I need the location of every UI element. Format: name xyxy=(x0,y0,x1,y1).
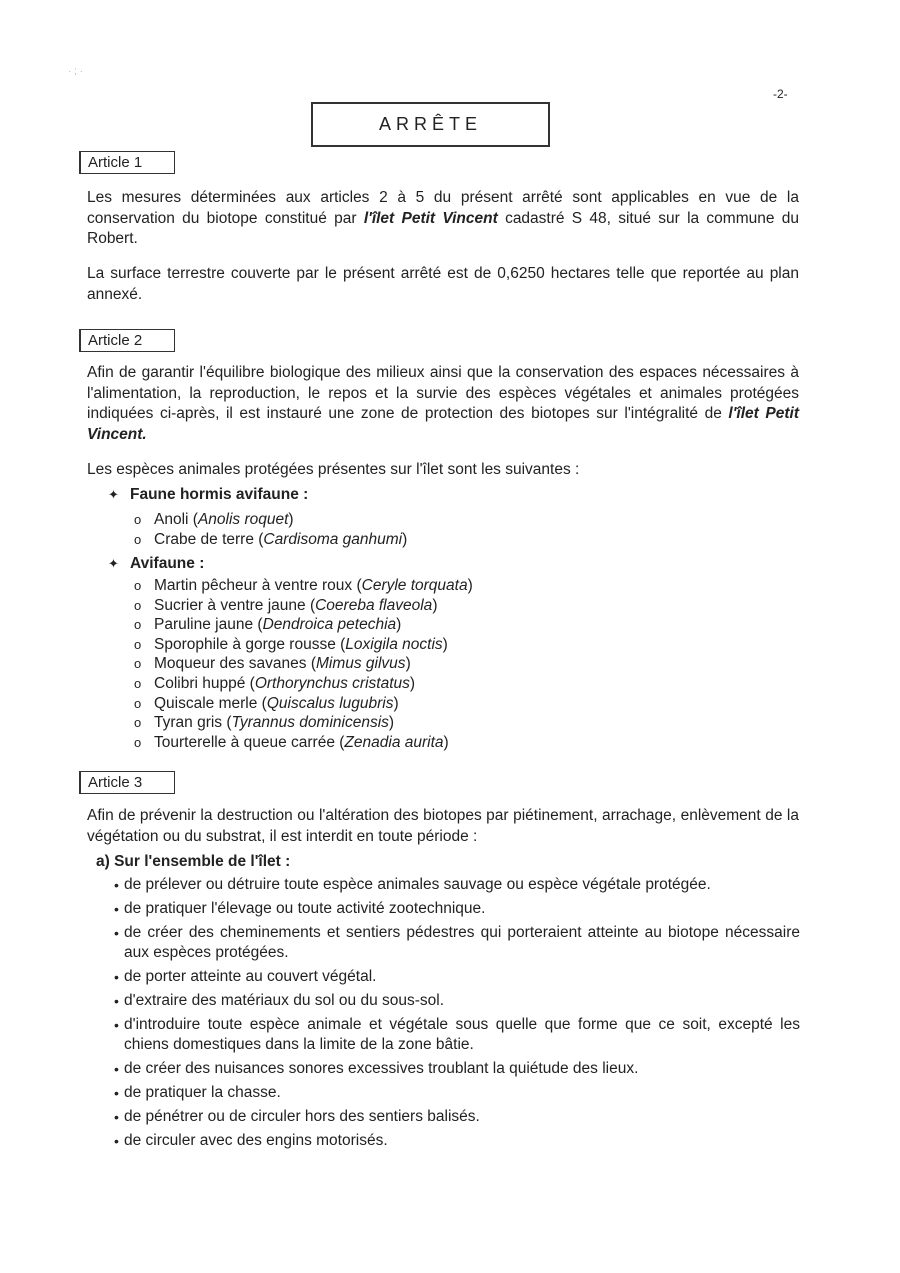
article-3-label: Article 3 xyxy=(79,771,175,794)
circle-bullet-icon: o xyxy=(134,531,142,547)
circle-bullet-icon: o xyxy=(134,636,142,652)
list-item: o Moqueur des savanes ( Mimus gilvus ) xyxy=(134,655,411,673)
dot-bullet-icon: • xyxy=(114,1017,119,1033)
list-item: • de pénétrer ou de circuler hors des sentiers balisés. xyxy=(114,1108,480,1125)
list-item: o Colibri huppé ( Orthorynchus cristatus ) xyxy=(134,674,416,692)
bullet-icon: ✦ xyxy=(108,487,119,502)
circle-bullet-icon: o xyxy=(134,656,142,672)
circle-bullet-icon: o xyxy=(134,695,142,711)
article-2-paragraph-2: Les espèces animales protégées présentes sur l'îlet sont les suivantes : xyxy=(87,461,580,478)
list-item: • d'extraire des matériaux du sol ou du sous-sol. xyxy=(114,992,445,1009)
dot-bullet-icon: • xyxy=(114,1109,119,1125)
page-number: -2- xyxy=(773,87,788,101)
list-item: o Tyran gris ( Tyrannus dominicensis ) xyxy=(134,714,395,732)
article-2-label: Article 2 xyxy=(79,329,175,352)
bullet-icon: ✦ xyxy=(108,556,119,571)
circle-bullet-icon: o xyxy=(134,675,142,691)
dot-bullet-icon: • xyxy=(114,925,119,941)
dot-bullet-icon: • xyxy=(114,969,119,985)
subsection-heading: a) Sur l'ensemble de l'îlet : xyxy=(96,853,291,870)
article-2-paragraph-1: Afin de garantir l'équilibre biologique des milieux ainsi que la conservation des espaces nécessaires à l'alimentation, la reproduction, le repos et la survie des espèces végétales et animales protégées indiquées ci-après, il est instauré une zone de protection des biotopes sur l'intégralité de l'îlet Petit Vincent. xyxy=(87,364,799,443)
document-title: ARRÊTE xyxy=(311,102,550,147)
list-item: o Quiscale merle ( Quiscalus lugubris ) xyxy=(134,694,399,712)
place-name: l'îlet Petit Vincent xyxy=(363,209,498,227)
circle-bullet-icon: o xyxy=(134,617,142,633)
article-1-paragraph-2: La surface terrestre couverte par le présent arrêté est de 0,6250 hectares telle que reportée au plan annexé. xyxy=(87,265,799,303)
group-heading-fauna: ✦ Faune hormis avifaune : xyxy=(108,486,309,503)
place-name: l'îlet Petit Vincent. xyxy=(87,405,799,443)
list-item: • de porter atteinte au couvert végétal. xyxy=(114,968,377,985)
list-item: o Anoli ( Anolis roquet ) xyxy=(134,511,294,528)
list-item: o Martin pêcheur à ventre roux ( Ceryle torquata ) xyxy=(134,577,473,594)
circle-bullet-icon: o xyxy=(134,597,142,613)
list-item: • de pratiquer la chasse. xyxy=(114,1084,281,1101)
dot-bullet-icon: • xyxy=(114,877,119,893)
prohibitions-list xyxy=(114,875,800,1155)
dot-bullet-icon: • xyxy=(114,1061,119,1077)
species-list-fauna xyxy=(134,510,407,549)
list-item: o Sucrier à ventre jaune ( Coereba flaveola ) xyxy=(134,596,438,614)
dot-bullet-icon: • xyxy=(114,993,119,1009)
circle-bullet-icon: o xyxy=(134,512,142,527)
list-item: • de pratiquer l'élevage ou toute activité zootechnique. xyxy=(114,900,486,917)
list-item: • de créer des cheminements et sentiers pédestres qui porteraient atteinte au biotope nécessaire aux espèces protégées. xyxy=(114,924,800,961)
scan-speck: · ; · xyxy=(68,66,83,77)
circle-bullet-icon: o xyxy=(134,715,142,731)
article-3-paragraph-1: Afin de prévenir la destruction ou l'altération des biotopes par piétinement, arrachage, enlèvement de la végétation ou du substrat, il est interdit en toute période : xyxy=(87,807,799,845)
article-1-label: Article 1 xyxy=(79,151,175,174)
list-item: • d'introduire toute espèce animale et végétale sous quelle que forme que ce soit, excepté les chiens domestiques dans la limite de la zone bâtie. xyxy=(114,1016,800,1053)
circle-bullet-icon: o xyxy=(134,578,142,593)
list-item: o Tourterelle à queue carrée ( Zenadia aurita ) xyxy=(134,733,449,751)
list-item: • de circuler avec des engins motorisés. xyxy=(114,1132,388,1149)
species-list-avifauna xyxy=(134,576,473,752)
list-item: o Crabe de terre ( Cardisoma ganhumi ) xyxy=(134,530,408,548)
dot-bullet-icon: • xyxy=(114,1085,119,1101)
dot-bullet-icon: • xyxy=(114,901,119,917)
group-heading-avifauna: ✦ Avifaune : xyxy=(108,555,205,572)
list-item: • de créer des nuisances sonores excessives troublant la quiétude des lieux. xyxy=(114,1060,639,1077)
list-item: o Paruline jaune ( Dendroica petechia ) xyxy=(134,616,402,634)
dot-bullet-icon: • xyxy=(114,1133,119,1149)
list-item: o Sporophile à gorge rousse ( Loxigila noctis ) xyxy=(134,635,448,653)
circle-bullet-icon: o xyxy=(134,734,142,750)
list-item: • de prélever ou détruire toute espèce animales sauvage ou espèce végétale protégée. xyxy=(114,876,711,893)
article-1-paragraph-1: Les mesures déterminées aux articles 2 à 5 du présent arrêté sont applicables en vue de la conservation du biotope constitué par l'îlet Petit Vincent cadastré S 48, situé sur la commune du Robert. xyxy=(87,189,799,247)
